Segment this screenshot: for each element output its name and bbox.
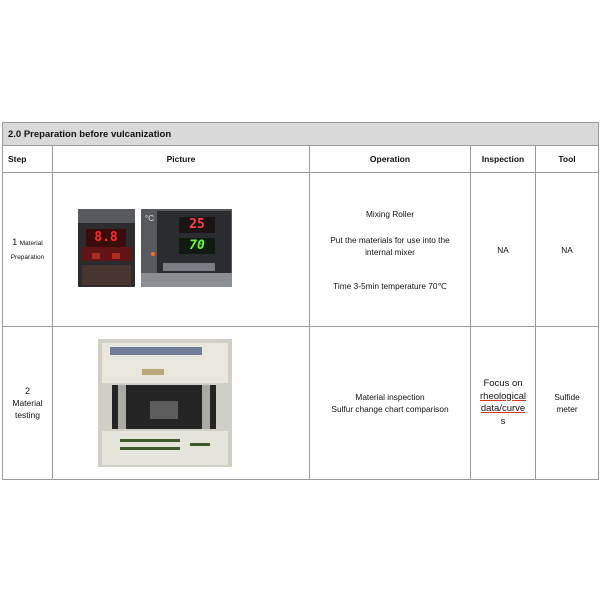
header-operation: Operation xyxy=(310,146,471,173)
step-name-line2: testing xyxy=(14,410,41,420)
operation-line: internal mixer xyxy=(365,246,415,257)
tool-cell: NA xyxy=(536,173,599,327)
tool-line: Sulfide xyxy=(554,392,580,402)
inspection-line: Focus on xyxy=(483,378,523,389)
step-number: 2 xyxy=(24,386,30,396)
temp-unit-label: °C xyxy=(145,214,154,223)
step-cell xyxy=(3,327,53,480)
temp-set-readout: 25 xyxy=(179,217,215,233)
controller-readout: 8.8 xyxy=(86,229,126,247)
step-name-line1: Material xyxy=(12,398,43,408)
process-table xyxy=(2,122,599,480)
tool-cell xyxy=(536,327,599,480)
operation-line: Time 3-5min temperature 70℃ xyxy=(333,280,447,291)
process-document xyxy=(2,122,598,480)
tool-line: meter xyxy=(556,404,578,414)
step-cell xyxy=(3,173,53,327)
operation-line: Mixing Roller xyxy=(366,208,414,219)
step-name-line2: Preparation xyxy=(10,253,45,261)
header-step: Step xyxy=(3,146,53,173)
table-row xyxy=(3,327,599,480)
operation-cell xyxy=(310,173,471,327)
picture-cell xyxy=(53,173,310,327)
operation-line: Put the materials for use into the xyxy=(330,234,450,245)
header-inspection: Inspection xyxy=(471,146,536,173)
inspection-line: s xyxy=(500,415,506,427)
inspection-cell xyxy=(471,327,536,480)
temperature-panel-photo xyxy=(141,209,232,287)
inspection-cell: NA xyxy=(471,173,536,327)
step-number: 1 xyxy=(12,236,18,247)
rheometer-photo xyxy=(98,339,232,467)
step-name-line1: Material xyxy=(19,239,43,247)
operation-cell xyxy=(310,327,471,480)
header-tool: Tool xyxy=(536,146,599,173)
inspection-line: rheological xyxy=(480,390,526,402)
temp-actual-readout: 70 xyxy=(179,238,215,254)
picture-cell xyxy=(53,327,310,480)
inspection-line: data/curve xyxy=(480,403,526,414)
table-row xyxy=(3,173,599,327)
operation-line: Sulfur change chart comparison xyxy=(331,404,449,414)
header-picture: Picture xyxy=(53,146,310,173)
header-row xyxy=(3,146,599,173)
section-title: 2.0 Preparation before vulcanization xyxy=(3,123,599,146)
controller-photo xyxy=(78,209,135,287)
operation-line: Material inspection xyxy=(355,392,425,402)
